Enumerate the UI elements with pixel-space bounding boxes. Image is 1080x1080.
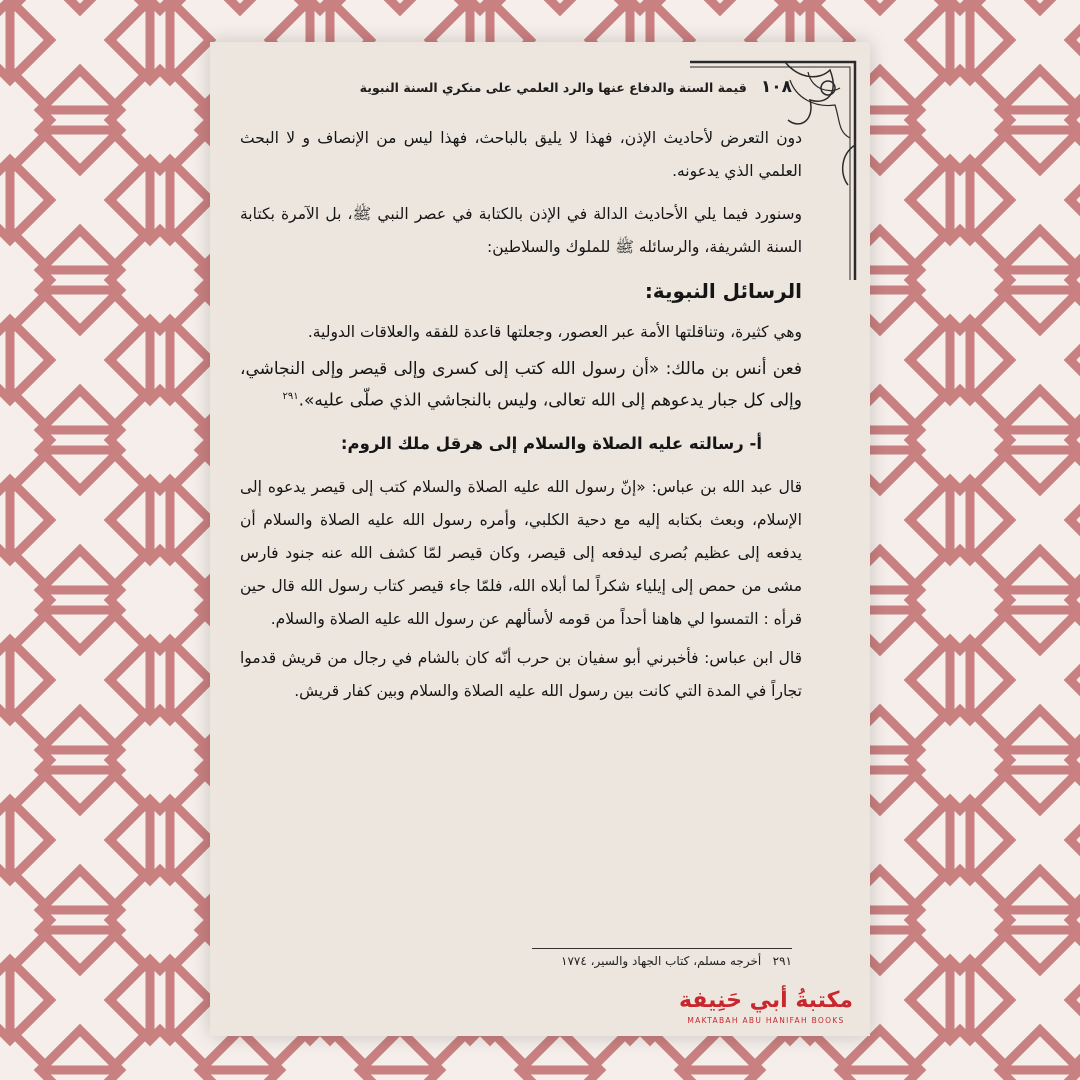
page-body bbox=[240, 122, 802, 714]
paragraph-6: قال ابن عباس: فأخبرني أبو سفيان بن حرب أنّه كان بالشام في رجال من قريش قدموا تجاراً في المدة التي كانت بين رسول الله عليه الصلاة والسلام وبين كفار قريش. bbox=[240, 648, 802, 700]
paragraph-4-text: فعن أنس بن مالك: «أن رسول الله كتب إلى كسرى وإلى قيصر وإلى النجاشي، وإلى كل جبار يدعوهم إلى الله تعالى، وليس بالنجاشي الذي صلّى عليه». bbox=[240, 359, 802, 411]
footnote-number: ٢٩١ bbox=[772, 954, 792, 968]
running-title: قيمة السنة والدفاع عنها والرد العلمي على منكري السنة النبوية bbox=[359, 79, 747, 95]
paragraph-3: وهي كثيرة، وتناقلتها الأمة عبر العصور، وجعلتها قاعدة للفقه والعلاقات الدولية. bbox=[307, 323, 802, 341]
heading-prophetic-letters: الرسائل النبوية: bbox=[644, 279, 802, 303]
book-page bbox=[210, 42, 870, 1036]
footnote-text: أخرجه مسلم، كتاب الجهاد والسير، ١٧٧٤ bbox=[561, 954, 762, 968]
paragraph-5: قال عبد الله بن عباس: «إنّ رسول الله عليه الصلاة والسلام كتب إلى قيصر يدعوه إلى الإسلام، وبعث بكتابه إليه مع دحية الكلبي، وأمره رسول الله عليه الصلاة والسلام أن يدفعه إلى عظيم بُصرى ليدفعه إلى قيصر، وكان قيصر لمّا كشف الله عنه جنود فارس مشى من حمص إلى إيلياء شكراً لما أبلاه الله، فلمّا جاء قيصر كتاب رسول الله قال حين قرأه : التمسوا لي هاهنا أحداً من قومه لأسألهم عن رسول الله عليه الصلاة والسلام. bbox=[240, 477, 802, 628]
heading-letter-heraclius: أ- رسالته عليه الصلاة والسلام إلى هرقل ملك الروم: bbox=[340, 433, 762, 453]
paragraph-4 bbox=[240, 355, 802, 415]
footnote-divider bbox=[532, 948, 792, 949]
footnote bbox=[561, 954, 792, 968]
publisher-name-arabic: مكتبةُ أبي حَنِيفة bbox=[678, 988, 854, 1013]
footnote-marker: ٢٩١ bbox=[282, 391, 299, 402]
page-header bbox=[240, 72, 792, 102]
paragraph-2: وسنورد فيما يلي الأحاديث الدالة في الإذن بالكتابة في عصر النبي ﷺ، بل الآمرة بكتابة السنة الشريفة، والرسائله ﷺ للملوك والسلاطين: bbox=[240, 205, 802, 256]
paragraph-1: دون التعرض لأحاديث الإذن، فهذا لا يليق بالباحث، فهذا ليس من الإنصاف و لا البحث العلمي الذي يدعونه. bbox=[240, 129, 802, 180]
publisher-name-english: MAKTABAH ABU HANIFAH BOOKS bbox=[687, 1016, 845, 1025]
publisher-logo bbox=[672, 988, 860, 1025]
page-number: ١٠٨ bbox=[760, 77, 792, 97]
